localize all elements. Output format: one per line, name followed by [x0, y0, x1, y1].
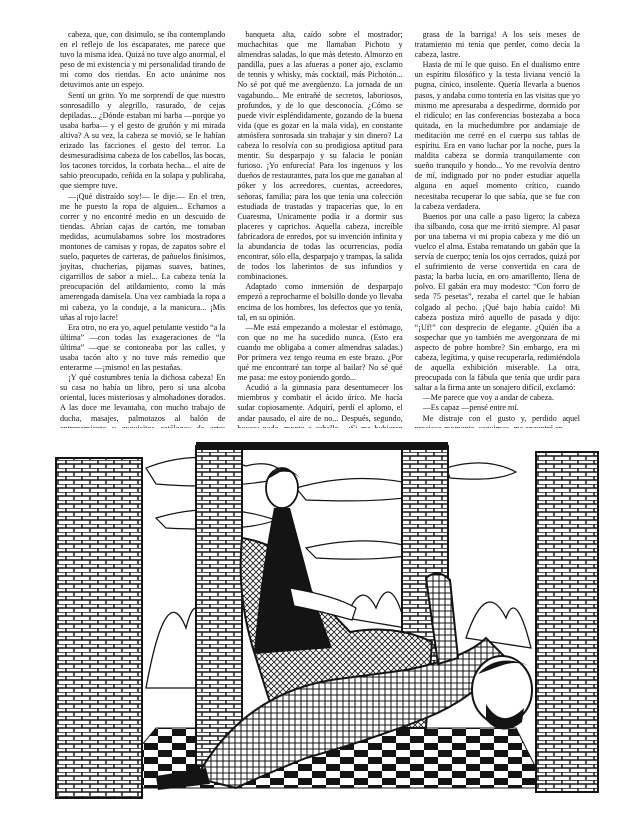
- paragraph: grasa de la barriga! A los seis meses de tratamiento mi tenía que perder, como decía la cabeza, lastre.: [414, 30, 580, 60]
- paragraph: Adaptado como inmersión de desparpajo empezó a reprocharme el bolsillo donde yo llevaba encima de los hombres, los defectos que yo tenía, tal, en su opinión.: [237, 282, 403, 322]
- paragraph: banqueta alta, caído sobre el mostrador; muchachitas que me llamaban Pichoto y almendras saladas, lo que más detesto. Almorzo en pandilla, pues a las afueras a poner ajo, exclamo de tennis y whisky, más cocktail, más Pichotón... No sé por qué me avergüenzo. La jornada de un vagabundo... Me entrañé de secretos, laboriosos, profundos, y de lo que desconocía. ¿Cómo se puede vivir espléndidamente, gozando de la buena vida (que es gozar en la mala vida), en constante atmósfera sonrosada sin trabajar y sin dinero? La cabeza lo resolvía con su prodigiosa aptitud para mentir. Su desparpajo y su falacia le ponían furioso. ¡Yo enfurecía! Para los ingenuos y los dueños de restaurantes, para los que me ganaban al póker y los acreedores, cuentas, acreedores, señoras, familia; para los que tenía una colección estudiada de trastadas y trapacerías que, lo en Cuaresma, Unicamente podía ir a dormir sus placeres y caprichos. Aquella cabeza, increíble fabricadora de enredos, por su invención infinita y la abundancia de todas las ocurrencias, podía encontrar, sólo ella, desparpajo y trampas, la salida de todos los laberintos de sus infundios y combinaciones.: [237, 30, 403, 282]
- lintel: [196, 442, 448, 450]
- paragraph: —Me parece que voy a andar de cabeza.: [422, 393, 554, 403]
- illustration-drawing: [46, 428, 606, 810]
- text-column-3: [415, 30, 580, 428]
- paragraph: —¡Qué distraído soy!— le dije.— En el tren, me he puesto la ropa de alguien... Echamos a correr y no encontré medio en un descuido de tiendas. Abrían cajas de cartón, me tomaban medidas, acumulabamos sobre los mostradores montones de camisas y ropas, de zapatos sobre el suelo, paquetes de carteras, de pañuelos finísimos, joyitas, chucherías, pijamas suaves, batines, cigarrillos de sabor a miel... La cabeza tenía la preocupación del atildamiento, como la más amerengada damisela. Una vez cambiada la ropa a mi cabeza, yo la conduje, a la manicura... ¡Mis uñas al rojo lacre!: [60, 191, 226, 322]
- brick-column-right: [536, 452, 598, 792]
- paragraph: —Es capaz —pensé entre mí.: [422, 403, 519, 413]
- article-text: [60, 30, 580, 428]
- paragraph: ¡Y qué costumbres tenía la dichosa cabeza! En su casa no había un libro, pero sí una alcoba oriental, luces misteriosas y almohadones dorados. A las doce me levantaba, con mucho trabajo de ducha, masajes, palmotazos al balón de: [60, 373, 226, 423]
- paragraph: Acudió a la gimnasia para desentumecer los miembros y combatir el ácido úrico. Me hacía sudar copiosamente. Adquirí, perdí el aplomo, el andar pausado, el aire de no... Después, segundo,: [237, 383, 403, 423]
- paragraph: Hasta de mí le que quiso. En el dualismo entre un espíritu filosófico y la testa liviana venció la pugna, cínico, insolente. Quería llevarla a buenos pasos, y andaba como tontería en las visitas que yo mismo me apresuraba a despedirme, dormido por el ridículo; en las conferencias bostezaba a boca quitada, en la muchedumbre por andamiaje de meditación me cerré en el cuerpo sus tablas de espíritu. Era en vano luchar por la noche, pues la maldita cabeza se dormía tranquilamente con sueño tranquilo y hondo... Yo me revolvía dentro de mí, indignado por no poder estudiar aquella alguna en aquel momento crítico, cuando necesitaba recuperar lo que sabía, que se fue con la cabeza verdadera.: [414, 60, 580, 211]
- paragraph: Buenos por una calle a paso ligero; la cabeza iba silbando, cosa que me irritó siempre. Al pasar por una taberna vi mi propia cabeza y me dió un vuelco el alma. Estaba rematando un gabán que la servía de cuerpo; tenía los ojos cerrados, quizá por el sufrimiento de verse convertida en cara de pasta; la barba lucía, en oro amarillento, llena de polvo. El gabán era muy modesto: “Con forro de seda 75 pesetas”, rezaba el cartel que le habían colgado al pecho. ¡Qué bajo había caído! Mi cabeza postiza miró aquello de pasada y dijo: “¡Uf!” con desprecio de elegante. ¿Quién iba a sospechar que yo también me avergonzara de mi aspecto de pobre hombre? Sin embargo, era mi cabeza, legítima, y quise recuperarla, redimiéndola de aquella exhibición miserable. La otra, preocupada con la fábula que tenía que urdir para saltar a la firma ante un sonajero difícil, exclamó:: [414, 211, 580, 393]
- paragraph: Sentí un grito. Yo me sorprendí de que nuestro sonrosadillo y alegrillo, rasurado, de cejas depiladas... ¿Dónde estaban mi barba —porque yo usaba barba— y el gesto de gruñón y mi mirada altiva? A su vez, la cabeza se movió, se le habían erizado las facciones el gesto del terror. La desmesuradísima cabeza de los cabellos, las bocas, los tacones torcidos, la corbata hecha... el aire de sabio preocupado, ceñida en la solapa y publicaba, que siempre tuve.: [60, 90, 226, 191]
- paragraph: —Me está empezando a molestar el estómago, con que no me ha sucedido nunca. (Esto era cuando me obligaba a comer almendras saladas.) Por primera vez tengo reuma en este brazo. ¿Por qué me encontraré tan torpe al bailar? No sé qué me pasa: me estoy poniendo gordo...: [237, 322, 403, 383]
- text-column-2: [237, 30, 402, 428]
- brick-column-left: [56, 458, 142, 798]
- paragraph: Era otro, no era yo, aquel petulante vestido “a la última” —con todas las exageraciones de “la última” —que se contoneaba por las calles, y usaba tacón alto y no tuve más remedio que enterarme —¡mismo! en las pestañas.: [60, 322, 226, 373]
- paragraph: Me distraje con el gusto y, perdido aquel: [422, 413, 580, 423]
- text-column-1: [60, 30, 225, 428]
- illustration: [46, 428, 606, 810]
- brick-column-inner-left: [196, 446, 242, 766]
- paragraph: cabeza, que, con disimulo, se iba contemplando en el reflejo de los escaparates, me parece que tuvo la misma idea. Quizá no tuve algo anormal, el peso de mi existencia y mi personalidad tirando de mí como dos riendas. En acto unánime nos detuvimos ante un espejo.: [60, 30, 226, 90]
